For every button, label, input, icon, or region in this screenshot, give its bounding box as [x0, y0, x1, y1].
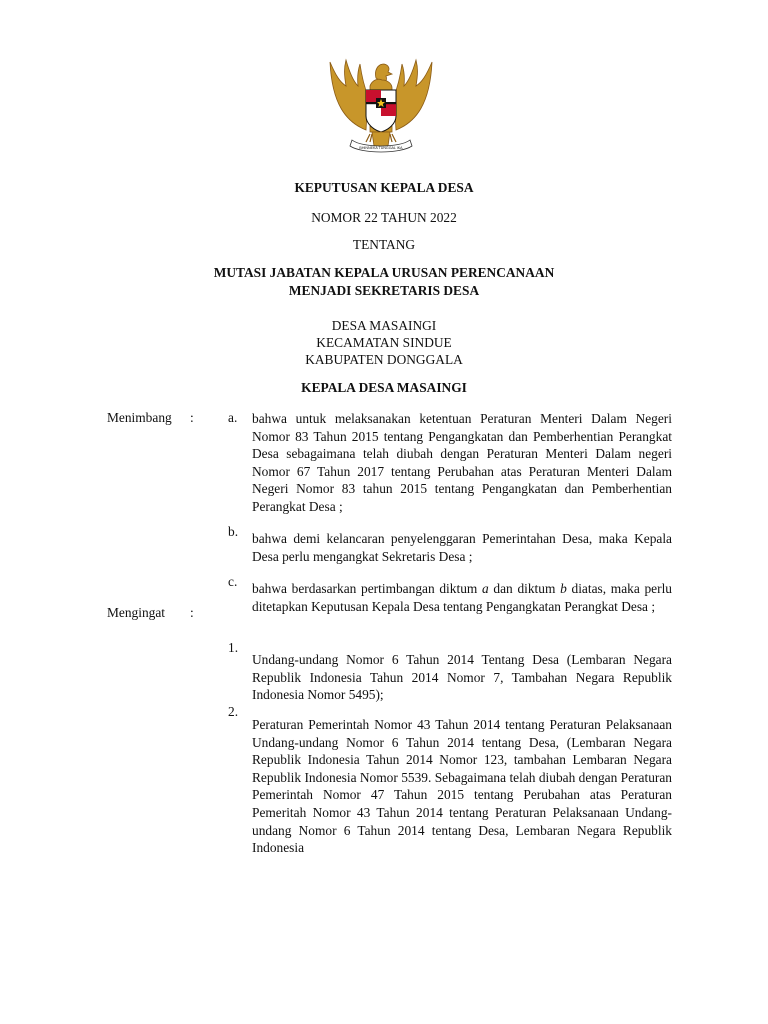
item-marker-b: b. [228, 524, 239, 539]
village-name: DESA MASAINGI [331, 318, 437, 333]
emblem-motto: BHINNEKA TUNGGAL IKA [359, 146, 403, 150]
menimbang-item-a: bahwa untuk melaksanakan ketentuan Peraturan Menteri Dalam Negeri Nomor 83 Tahun 2015 tentang Pengangkatan dan Pemberhentian Perangkat Desa sebagaimana telah diubah dengan Peraturan Menteri Dalam negeri Nomor 67 Tahun 2017 tentang Perubahan atas Peraturan Menteri Dalam Negeri Nomor 83 tahun 2015 tentang Pengangkatan dan Pemberhentian Perangkat Desa ; [252, 411, 672, 514]
item-marker-2: 2. [228, 704, 239, 719]
mengingat-item-1: Undang-undang Nomor 6 Tahun 2014 Tentang Desa (Lembaran Negara Republik Indonesia Tahun 2014 Nomor 7, Tambahan Negara Republik Indonesia Nomor 5495); [252, 652, 672, 703]
district-name: KECAMATAN SINDUE [316, 335, 452, 350]
item-marker-a: a. [228, 410, 238, 425]
item-marker-c: c. [228, 574, 238, 589]
regency-name: KABUPATEN DONGGALA [305, 352, 463, 367]
menimbang-item-b: bahwa demi kelancaran penyelenggaran Pemerintahan Desa, maka Kepala Desa perlu mengangkat Sekretaris Desa ; [252, 531, 672, 564]
mengingat-label: Mengingat [107, 605, 166, 620]
subject-line-2: MENJADI SEKRETARIS DESA [288, 283, 480, 298]
garuda-emblem-icon [326, 52, 436, 160]
mengingat-item-2: Peraturan Pemerintah Nomor 43 Tahun 2014 tentang Peraturan Pelaksanaan Undang-undang Nomor 6 Tahun 2014 tentang Desa, (Lembaran Negara Republik Indonesia Tahun 2014 Nomor 123, tambahan Lembaran Negara Republik Indonesia Nomor 5539. Sebagaimana telah diubah dengan Peraturan Pemerintah Nomor 47 Tahun 2015 tentang Perubahan atas Peraturan Pemeritah Nomor 43 Tahun 2014 tentang Peraturan Pelaksanaan Undang-undang Nomor 6 Tahun 2014 tentang Desa, Lembaran Negara Republik Indonesia [252, 717, 672, 856]
subject-line-1: MUTASI JABATAN KEPALA URUSAN PERENCANAAN [213, 265, 555, 280]
issuing-authority: KEPALA DESA MASAINGI [301, 380, 467, 395]
menimbang-label: Menimbang [107, 410, 172, 425]
item-marker-1: 1. [228, 640, 239, 655]
document-number: NOMOR 22 TAHUN 2022 [311, 210, 457, 225]
menimbang-item-c: bahwa berdasarkan pertimbangan diktum a dan diktum b diatas, maka perlu ditetapkan Keputusan Kepala Desa tentang Pengangkatan Perangkat Desa ; [252, 581, 672, 614]
about-heading: TENTANG [352, 237, 416, 252]
document-title: KEPUTUSAN KEPALA DESA [294, 180, 474, 195]
menimbang-colon: : [190, 410, 194, 425]
mengingat-colon: : [190, 605, 194, 620]
